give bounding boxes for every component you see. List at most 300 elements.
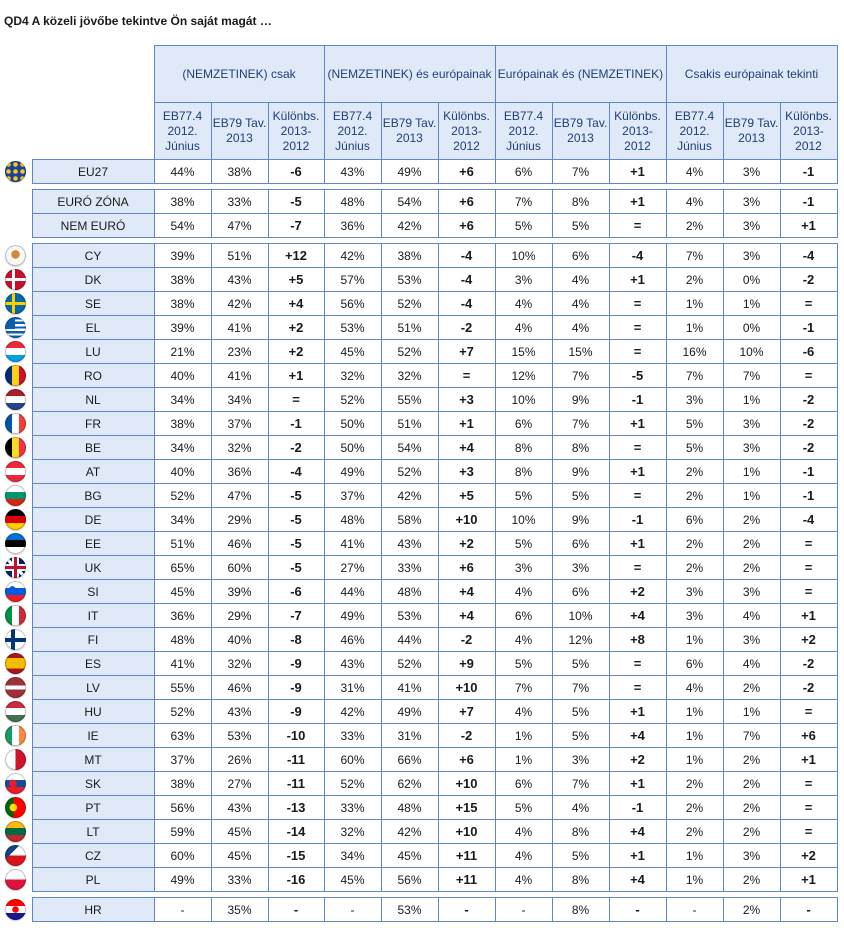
table-row (0, 214, 837, 238)
diff-cell: +5 (268, 268, 324, 292)
value-cell: 45% (324, 340, 381, 364)
value-cell: 6% (495, 160, 552, 184)
row-label: IT (32, 604, 154, 628)
table-row (0, 724, 837, 748)
flag-cell (0, 190, 32, 214)
diff-cell: -2 (268, 436, 324, 460)
diff-cell: +4 (438, 604, 495, 628)
value-cell: 42% (381, 820, 438, 844)
diff-cell: -6 (268, 580, 324, 604)
diff-cell: -2 (780, 388, 837, 412)
value-cell: 21% (154, 340, 211, 364)
value-cell: 1% (723, 700, 780, 724)
value-cell: 54% (154, 214, 211, 238)
value-cell: 42% (324, 244, 381, 268)
row-label: LV (32, 676, 154, 700)
value-cell: 0% (723, 316, 780, 340)
diff-cell: -1 (780, 460, 837, 484)
diff-cell: -7 (268, 604, 324, 628)
value-cell: 45% (381, 844, 438, 868)
flag-cell (0, 532, 32, 556)
flag-cell (0, 268, 32, 292)
diff-cell: -11 (268, 772, 324, 796)
flag-be-icon (5, 437, 26, 458)
flag-mt-icon (5, 749, 26, 770)
value-cell: 2% (723, 796, 780, 820)
diff-cell: +1 (609, 532, 666, 556)
diff-cell: +1 (609, 844, 666, 868)
value-cell: 43% (211, 700, 268, 724)
value-cell: 48% (154, 628, 211, 652)
value-cell: 52% (381, 652, 438, 676)
value-cell: 63% (154, 724, 211, 748)
value-cell: 3% (723, 580, 780, 604)
value-cell: 38% (154, 412, 211, 436)
value-cell: 3% (552, 556, 609, 580)
flag-cell (0, 652, 32, 676)
value-cell: 43% (211, 796, 268, 820)
diff-cell: = (780, 820, 837, 844)
value-cell: 5% (666, 412, 723, 436)
value-cell: - (666, 898, 723, 922)
diff-cell: +4 (438, 580, 495, 604)
value-cell: 6% (495, 412, 552, 436)
diff-cell: -5 (268, 484, 324, 508)
value-cell: 45% (211, 844, 268, 868)
value-cell: 16% (666, 340, 723, 364)
diff-cell: +10 (438, 820, 495, 844)
value-cell: 36% (324, 214, 381, 238)
row-label: SI (32, 580, 154, 604)
value-cell: 44% (154, 160, 211, 184)
value-cell: 7% (723, 364, 780, 388)
diff-cell: = (609, 652, 666, 676)
value-cell: 40% (211, 628, 268, 652)
table-row (0, 412, 837, 436)
diff-cell: = (780, 580, 837, 604)
value-cell: 10% (723, 340, 780, 364)
flag-ie-icon (5, 725, 26, 746)
value-cell: 48% (381, 796, 438, 820)
value-cell: 9% (552, 508, 609, 532)
diff-cell: +6 (438, 190, 495, 214)
table-row (0, 508, 837, 532)
diff-cell: +6 (438, 748, 495, 772)
flag-si-icon (5, 581, 26, 602)
row-label: NL (32, 388, 154, 412)
group-header-national-and-european: (NEMZETINEK) és európainak (324, 46, 495, 103)
value-cell: 2% (666, 556, 723, 580)
value-cell: 37% (154, 748, 211, 772)
value-cell: 3% (723, 844, 780, 868)
value-cell: 62% (381, 772, 438, 796)
flag-cell (0, 316, 32, 340)
diff-cell: +1 (780, 604, 837, 628)
flag-cell (0, 844, 32, 868)
value-cell: 36% (211, 460, 268, 484)
table-row (0, 268, 837, 292)
row-label: LU (32, 340, 154, 364)
value-cell: 60% (154, 844, 211, 868)
table-row (0, 748, 837, 772)
value-cell: 4% (495, 700, 552, 724)
diff-cell: +8 (609, 628, 666, 652)
flag-lv-icon (5, 677, 26, 698)
table-row (0, 604, 837, 628)
diff-cell: +6 (438, 160, 495, 184)
diff-cell: +1 (268, 364, 324, 388)
value-cell: 5% (552, 484, 609, 508)
flag-bg-icon (5, 485, 26, 506)
flag-cell (0, 160, 32, 184)
diff-cell: -2 (780, 412, 837, 436)
value-cell: 4% (495, 820, 552, 844)
value-cell: 49% (381, 700, 438, 724)
value-cell: 34% (211, 388, 268, 412)
value-cell: 7% (495, 676, 552, 700)
group-header-national-only: (NEMZETINEK) csak (154, 46, 324, 103)
value-cell: 2% (666, 460, 723, 484)
table-row (0, 364, 837, 388)
flag-fr-icon (5, 413, 26, 434)
table-row (0, 436, 837, 460)
diff-cell: -5 (268, 508, 324, 532)
row-label: SK (32, 772, 154, 796)
value-cell: 8% (552, 436, 609, 460)
value-cell: 52% (381, 340, 438, 364)
row-label: IE (32, 724, 154, 748)
col-header-diff: Különbs. 2013-2012 (780, 103, 837, 160)
value-cell: 10% (495, 508, 552, 532)
diff-cell: -8 (268, 628, 324, 652)
value-cell: 4% (495, 292, 552, 316)
diff-cell: -7 (268, 214, 324, 238)
row-label: DK (32, 268, 154, 292)
flag-cy-icon (5, 245, 26, 266)
value-cell: 48% (324, 508, 381, 532)
value-cell: 8% (495, 460, 552, 484)
value-cell: 4% (723, 604, 780, 628)
row-label: AT (32, 460, 154, 484)
flag-cell (0, 700, 32, 724)
value-cell: 34% (154, 388, 211, 412)
value-cell: 40% (154, 364, 211, 388)
flag-cell (0, 388, 32, 412)
row-label: BG (32, 484, 154, 508)
value-cell: 49% (324, 604, 381, 628)
value-cell: 52% (324, 388, 381, 412)
value-cell: 59% (154, 820, 211, 844)
value-cell: 4% (666, 160, 723, 184)
diff-cell: -16 (268, 868, 324, 892)
value-cell: 38% (154, 292, 211, 316)
value-cell: 8% (552, 190, 609, 214)
value-cell: 8% (552, 868, 609, 892)
diff-cell: +1 (609, 268, 666, 292)
col-header-diff: Különbs. 2013-2012 (268, 103, 324, 160)
value-cell: 5% (552, 700, 609, 724)
flag-cell (0, 412, 32, 436)
table-row (0, 898, 837, 922)
value-cell: 45% (324, 868, 381, 892)
diff-cell: = (609, 484, 666, 508)
col-header-eb79: EB79 Tav. 2013 (381, 103, 438, 160)
value-cell: 38% (211, 160, 268, 184)
diff-cell: -2 (438, 316, 495, 340)
value-cell: 51% (381, 412, 438, 436)
diff-cell: - (268, 898, 324, 922)
value-cell: 3% (723, 160, 780, 184)
value-cell: 8% (495, 436, 552, 460)
value-cell: 5% (495, 796, 552, 820)
value-cell: 2% (723, 820, 780, 844)
value-cell: 38% (154, 268, 211, 292)
value-cell: 44% (381, 628, 438, 652)
diff-cell: +3 (438, 460, 495, 484)
diff-cell: +7 (438, 340, 495, 364)
value-cell: 7% (495, 190, 552, 214)
flag-ee-icon (5, 533, 26, 554)
diff-cell: +4 (268, 292, 324, 316)
diff-cell: -5 (268, 190, 324, 214)
value-cell: 2% (723, 772, 780, 796)
diff-cell: +2 (438, 532, 495, 556)
value-cell: 32% (211, 652, 268, 676)
value-cell: 42% (381, 484, 438, 508)
value-cell: 2% (723, 748, 780, 772)
diff-cell: +7 (438, 700, 495, 724)
value-cell: 5% (495, 652, 552, 676)
value-cell: 40% (154, 460, 211, 484)
flag-cell (0, 724, 32, 748)
value-cell: 50% (324, 412, 381, 436)
value-cell: 33% (324, 724, 381, 748)
diff-cell: -6 (780, 340, 837, 364)
value-cell: 3% (723, 412, 780, 436)
diff-cell: -1 (780, 190, 837, 214)
value-cell: 15% (495, 340, 552, 364)
value-cell: 7% (552, 160, 609, 184)
flag-cell (0, 748, 32, 772)
col-header-diff: Különbs. 2013-2012 (609, 103, 666, 160)
diff-cell: = (780, 532, 837, 556)
value-cell: 42% (211, 292, 268, 316)
table-row (0, 244, 837, 268)
col-header-eb77: EB77.4 2012. Június (495, 103, 552, 160)
value-cell: 5% (666, 436, 723, 460)
diff-cell: +1 (609, 460, 666, 484)
flag-dk-icon (5, 269, 26, 290)
value-cell: 42% (324, 700, 381, 724)
col-header-eb79: EB79 Tav. 2013 (211, 103, 268, 160)
value-cell: 43% (381, 532, 438, 556)
diff-cell: = (609, 676, 666, 700)
table-row (0, 700, 837, 724)
flag-cell (0, 796, 32, 820)
row-label: HU (32, 700, 154, 724)
row-label: DE (32, 508, 154, 532)
diff-cell: +10 (438, 772, 495, 796)
diff-cell: - (438, 898, 495, 922)
value-cell: 4% (495, 580, 552, 604)
value-cell: 1% (723, 388, 780, 412)
value-cell: 48% (324, 190, 381, 214)
diff-cell: -1 (780, 484, 837, 508)
value-cell: 34% (154, 436, 211, 460)
diff-cell: +10 (438, 676, 495, 700)
flag-cz-icon (5, 845, 26, 866)
value-cell: 2% (666, 532, 723, 556)
diff-cell: -4 (780, 508, 837, 532)
row-label: FR (32, 412, 154, 436)
value-cell: 60% (324, 748, 381, 772)
value-cell: 49% (324, 460, 381, 484)
table-row (0, 796, 837, 820)
diff-cell: +1 (780, 868, 837, 892)
value-cell: 1% (723, 460, 780, 484)
flag-cell (0, 898, 32, 922)
value-cell: 7% (552, 676, 609, 700)
diff-cell: +4 (609, 724, 666, 748)
value-cell: 5% (552, 844, 609, 868)
value-cell: 35% (211, 898, 268, 922)
diff-cell: +11 (438, 844, 495, 868)
value-cell: 56% (381, 868, 438, 892)
page-title: QD4 A közeli jövőbe tekintve Ön saját magát … (4, 14, 272, 28)
diff-cell: = (609, 214, 666, 238)
value-cell: 52% (154, 484, 211, 508)
value-cell: 1% (666, 844, 723, 868)
value-cell: 4% (552, 268, 609, 292)
value-cell: 43% (211, 268, 268, 292)
diff-cell: = (609, 292, 666, 316)
value-cell: 38% (154, 190, 211, 214)
value-cell: 33% (324, 796, 381, 820)
value-cell: 60% (211, 556, 268, 580)
row-label: CY (32, 244, 154, 268)
value-cell: 4% (552, 292, 609, 316)
flag-cell (0, 604, 32, 628)
value-cell: 52% (381, 292, 438, 316)
flag-cell (0, 820, 32, 844)
flag-cell (0, 580, 32, 604)
flag-cell (0, 364, 32, 388)
value-cell: 45% (211, 820, 268, 844)
value-cell: 27% (324, 556, 381, 580)
value-cell: 33% (381, 556, 438, 580)
diff-cell: -2 (780, 436, 837, 460)
row-label: EL (32, 316, 154, 340)
value-cell: 9% (552, 388, 609, 412)
diff-cell: -9 (268, 652, 324, 676)
value-cell: 44% (324, 580, 381, 604)
diff-cell: +1 (609, 190, 666, 214)
value-cell: 9% (552, 460, 609, 484)
value-cell: 3% (666, 604, 723, 628)
value-cell: 53% (381, 604, 438, 628)
diff-cell: -14 (268, 820, 324, 844)
value-cell: 1% (495, 748, 552, 772)
diff-cell: -9 (268, 700, 324, 724)
value-cell: 53% (381, 898, 438, 922)
diff-cell: -1 (268, 412, 324, 436)
value-cell: 36% (154, 604, 211, 628)
value-cell: 43% (324, 160, 381, 184)
value-cell: 29% (211, 508, 268, 532)
value-cell: 51% (381, 316, 438, 340)
diff-cell: -4 (438, 244, 495, 268)
value-cell: 2% (723, 508, 780, 532)
value-cell: 65% (154, 556, 211, 580)
flag-cell (0, 508, 32, 532)
value-cell: 39% (154, 244, 211, 268)
diff-cell: +12 (268, 244, 324, 268)
value-cell: 23% (211, 340, 268, 364)
row-label: EU27 (32, 160, 154, 184)
value-cell: 7% (552, 772, 609, 796)
value-cell: 58% (381, 508, 438, 532)
value-cell: 10% (495, 244, 552, 268)
flag-el-icon (5, 317, 26, 338)
group-header-european-and-national: Európainak és (NEMZETINEK) (495, 46, 666, 103)
flag-lt-icon (5, 821, 26, 842)
value-cell: 33% (211, 868, 268, 892)
diff-cell: +2 (780, 628, 837, 652)
row-label: PT (32, 796, 154, 820)
table-row (0, 844, 837, 868)
diff-cell: -11 (268, 748, 324, 772)
value-cell: 1% (666, 316, 723, 340)
value-cell: 57% (324, 268, 381, 292)
value-cell: 8% (552, 820, 609, 844)
table-row (0, 160, 837, 184)
table-row (0, 628, 837, 652)
diff-cell: +2 (268, 340, 324, 364)
value-cell: 37% (324, 484, 381, 508)
value-cell: 50% (324, 436, 381, 460)
value-cell: 32% (211, 436, 268, 460)
value-cell: 1% (666, 628, 723, 652)
value-cell: 0% (723, 268, 780, 292)
value-cell: 55% (381, 388, 438, 412)
value-cell: 3% (723, 436, 780, 460)
value-cell: - (495, 898, 552, 922)
diff-cell: +4 (609, 868, 666, 892)
diff-cell: +2 (609, 748, 666, 772)
value-cell: 31% (381, 724, 438, 748)
value-cell: 7% (552, 364, 609, 388)
value-cell: 41% (324, 532, 381, 556)
table-row (0, 388, 837, 412)
diff-cell: -2 (438, 724, 495, 748)
diff-cell: +1 (609, 160, 666, 184)
value-cell: 52% (324, 772, 381, 796)
col-header-eb77: EB77.4 2012. Június (154, 103, 211, 160)
row-label: HR (32, 898, 154, 922)
diff-cell: -1 (609, 388, 666, 412)
table-row (0, 556, 837, 580)
value-cell: 46% (211, 532, 268, 556)
value-cell: 2% (723, 556, 780, 580)
flag-uk-icon (5, 557, 26, 578)
value-cell: 56% (154, 796, 211, 820)
value-cell: 29% (211, 604, 268, 628)
flag-de-icon (5, 509, 26, 530)
col-header-eb79: EB79 Tav. 2013 (723, 103, 780, 160)
flag-cell (0, 484, 32, 508)
value-cell: 4% (552, 316, 609, 340)
value-cell: - (324, 898, 381, 922)
